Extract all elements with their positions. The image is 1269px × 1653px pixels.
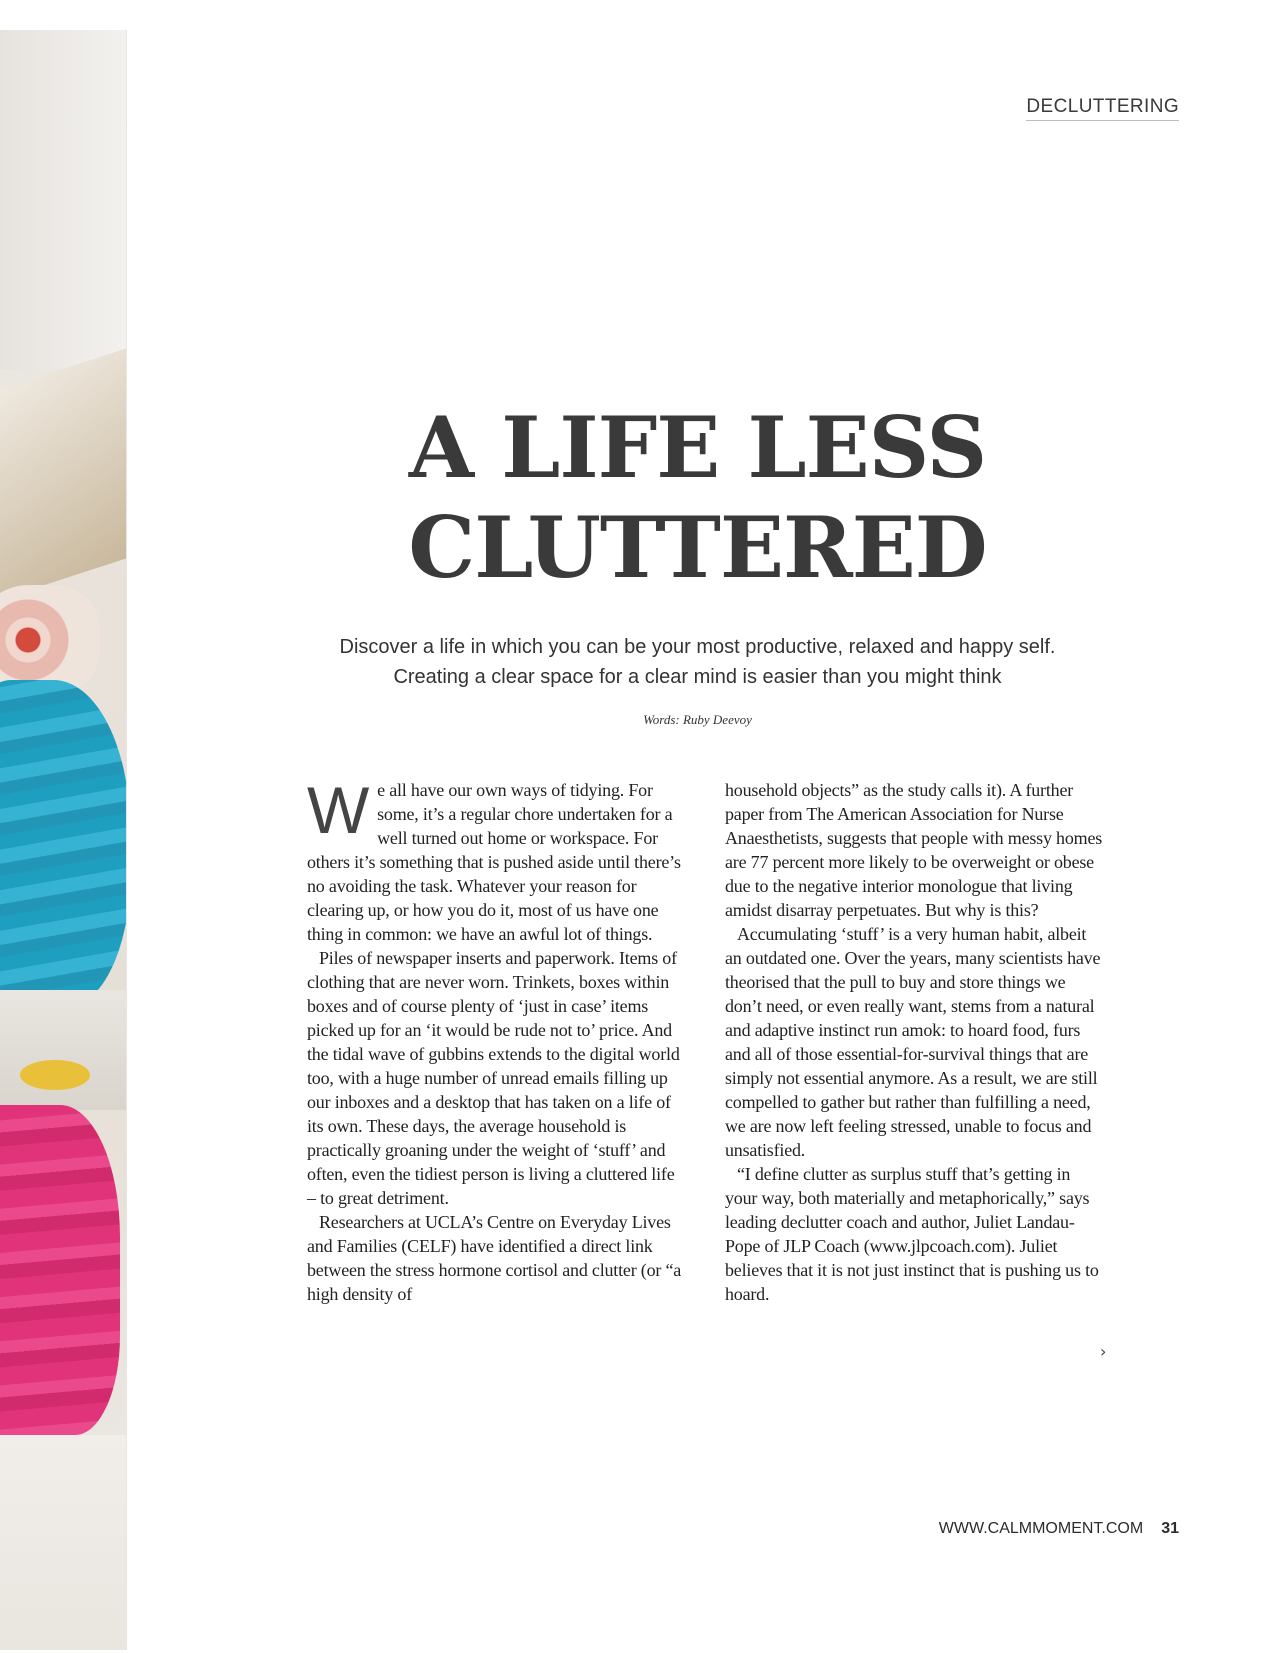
section-tag: DECLUTTERING: [1026, 96, 1179, 121]
photo-pink-fabric: [0, 1105, 120, 1435]
paragraph-6: “I define clutter as surplus stuff that’s getting in your way, both materially and metaphorically,” says leading declutter coach and author, Juliet Landau-Pope of JLP Coach (www.jlpcoach.com). Juliet believes that it is not just instinct that is pushing us to hoard.: [725, 1164, 1099, 1304]
paragraph-4: household objects” as the study calls it). A further paper from The American Association for Nurse Anaesthetists, suggests that people with messy homes are 77 percent more likely to be overweight or obese due to the negative interior monologue that living amidst disarray perpetuates. But why is this?: [725, 780, 1103, 920]
website-url: WWW.CALMMOMENT.COM: [938, 1520, 1144, 1537]
title-line-1: A LIFE LESS: [408, 398, 987, 497]
photo-floor: [0, 1435, 126, 1650]
paragraph-3: Researchers at UCLA’s Centre on Everyday Lives and Families (CELF) have identified a direct link between the stress hormone cortisol and clutter (or “a high density of: [307, 1212, 682, 1304]
title-line-2: CLUTTERED: [408, 498, 987, 597]
photo-wall-shadow: [0, 30, 126, 370]
paragraph-1-text: e all have our own ways of tidying. For some, it’s a regular chore undertaken for a well turned out home or workspace. For others it’s something that is pushed aside until there’s no avoiding the task. Whatever your reason for clearing up, or how you do it, most of us have one thing in common: we have an awful lot of things.: [307, 780, 681, 944]
photo-folded-fabric-top: [0, 347, 127, 602]
article-column-right: [725, 778, 1105, 1306]
drop-cap: W: [307, 773, 370, 847]
byline: Words: Ruby Deevoy: [643, 712, 752, 727]
page-footer: [939, 1520, 1179, 1538]
article-photo: [0, 30, 127, 1650]
standfirst: [126, 632, 1269, 692]
chevron-right-icon: ›: [1100, 1342, 1107, 1361]
article-column-left: [307, 773, 687, 1306]
photo-blue-fabric: [0, 680, 127, 1010]
paragraph-2: Piles of newspaper inserts and paperwork. Items of clothing that are never worn. Trinkets, boxes within boxes and of course plenty of ‘just in case’ items picked up for an ‘it would be rude not to’ price. And the tidal wave of gubbins extends to the digital world too, with a huge number of unread emails filling up our inboxes and a desktop that has taken on a life of its own. These days, the average household is practically groaning under the weight of ‘stuff’ and often, even the tidiest person is living a cluttered life – to great detriment.: [307, 948, 680, 1208]
standfirst-line-2: Creating a clear space for a clear mind is easier than you might think: [393, 666, 1002, 688]
article-title: [126, 398, 1269, 598]
photo-white-fabric: [0, 990, 127, 1110]
page-number: 31: [1161, 1520, 1179, 1537]
paragraph-5: Accumulating ‘stuff’ is a very human habit, albeit an outdated one. Over the years, many scientists have theorised that the pull to buy and store things we don’t need, or even really want, stems from a natural and adaptive instinct run amok: to hoard food, furs and all of those essential-for-survival things that are simply not essential anymore. As a result, we are still compelled to gather but rather than fulfilling a need, we are now left feeling stressed, unable to focus and unsatisfied.: [725, 924, 1101, 1160]
photo-yellow-accent: [20, 1060, 90, 1090]
standfirst-line-1: Discover a life in which you can be your most productive, relaxed and happy self.: [339, 636, 1056, 658]
photo-patterned-fabric: [0, 585, 100, 695]
paragraph-1: [307, 773, 687, 946]
